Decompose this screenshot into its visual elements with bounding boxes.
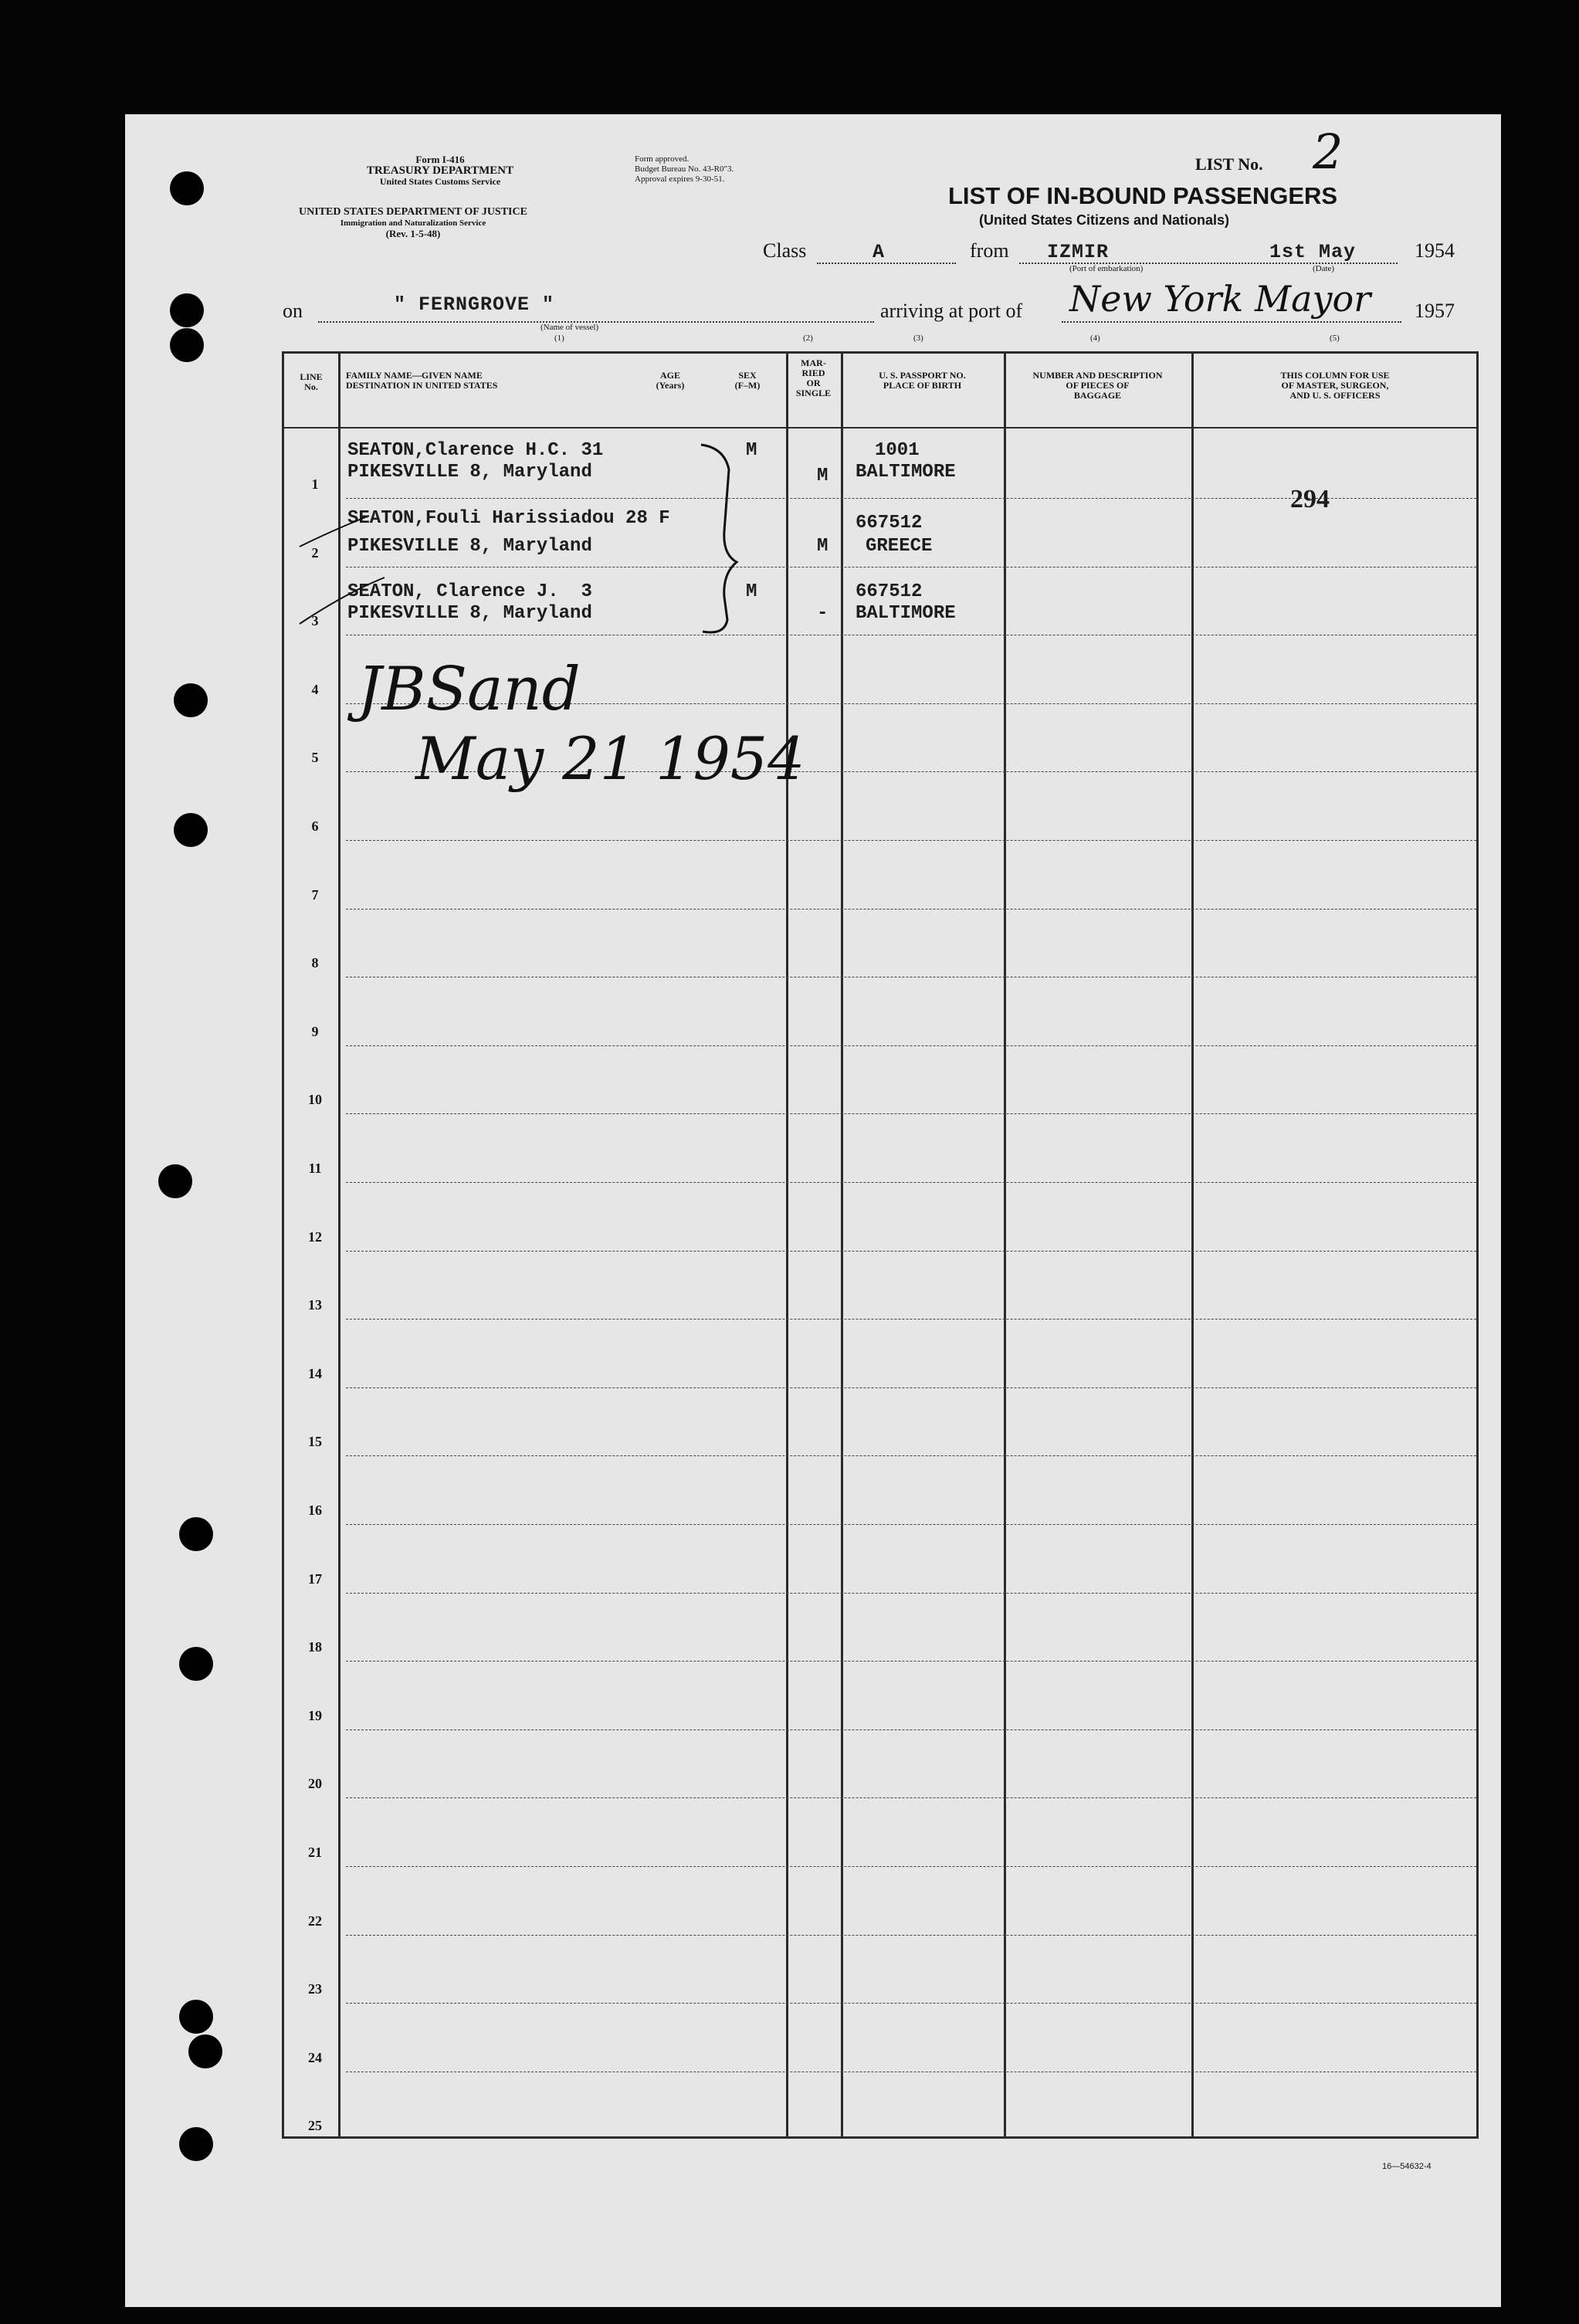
- approval-expires: Approval expires 9-30-51.: [635, 174, 725, 184]
- arriving-underline: [1062, 321, 1401, 323]
- budget-bureau: Budget Bureau No. 43-R0"3.: [635, 164, 734, 174]
- punch-hole: [174, 683, 208, 717]
- line-number: 2: [311, 544, 319, 561]
- table-row: [284, 1660, 1476, 1730]
- date-caption: (Date): [1313, 264, 1335, 273]
- line-number: 14: [308, 1365, 322, 1381]
- punch-hole: [158, 1164, 192, 1198]
- table-row: [284, 1797, 1476, 1867]
- p1-birth: BALTIMORE: [856, 462, 956, 483]
- line-number: 20: [308, 1776, 322, 1792]
- on-label: on: [283, 300, 303, 322]
- class-underline: [817, 263, 956, 264]
- passenger-table: [282, 351, 1479, 2139]
- form-approved: Form approved.: [635, 154, 690, 164]
- table-row: [284, 1249, 1476, 1320]
- punch-hole: [170, 293, 204, 327]
- header-passport: U. S. PASSPORT NO. PLACE OF BIRTH: [879, 370, 966, 391]
- line-number: 7: [311, 886, 319, 903]
- header-sex: SEX (F–M): [734, 370, 761, 391]
- p3-ms: -: [817, 603, 828, 624]
- embarkation-date: 1st May: [1269, 241, 1357, 263]
- line-number: 17: [308, 1570, 322, 1587]
- arrival-port: New York Mayor: [1069, 278, 1371, 320]
- line-number: 11: [308, 1160, 322, 1176]
- arriving-label: arriving at port of: [880, 300, 1023, 322]
- line-number: 23: [308, 1981, 322, 1997]
- list-number-label: LIST No.: [1195, 154, 1263, 174]
- line-number: 24: [308, 2049, 322, 2065]
- punch-hole: [179, 1647, 213, 1681]
- header-married: MAR- RIED OR SINGLE: [795, 357, 832, 398]
- col-number-4: (4): [1090, 334, 1100, 343]
- list-title: LIST OF IN-BOUND PASSENGERS: [948, 182, 1338, 209]
- table-row: [284, 1044, 1476, 1114]
- justice-name: UNITED STATES DEPARTMENT OF JUSTICE: [299, 206, 527, 218]
- line-number: 9: [311, 1023, 319, 1039]
- punch-hole: [170, 328, 204, 362]
- table-row: [284, 1386, 1476, 1456]
- table-row: [284, 1933, 1476, 2004]
- ins-name: Immigration and Naturalization Service: [340, 219, 486, 228]
- table-row: [284, 1865, 1476, 1936]
- p3-sex: M: [746, 581, 757, 602]
- class-label: Class: [763, 239, 807, 262]
- p1-ms: M: [817, 466, 828, 486]
- table-row: [284, 907, 1476, 977]
- department-name: TREASURY DEPARTMENT: [366, 164, 514, 177]
- line-number: 12: [308, 1228, 322, 1245]
- table-row: [284, 2070, 1476, 2140]
- p2-name: SEATON,Fouli Harissiadou 28 F: [347, 508, 670, 529]
- line-number: 13: [308, 1297, 322, 1313]
- embarkation-port: IZMIR: [1047, 241, 1110, 263]
- punch-hole: [174, 813, 208, 847]
- table-row: [284, 1728, 1476, 1798]
- line-number: 15: [308, 1434, 322, 1450]
- vessel-name: " FERNGROVE ": [394, 293, 555, 316]
- line-number: 3: [311, 613, 319, 629]
- col-number-5: (5): [1330, 334, 1340, 343]
- vessel-col-number: (1): [554, 334, 564, 343]
- punch-hole: [179, 2000, 213, 2034]
- footer-code: 16—54632-4: [1382, 2162, 1432, 2171]
- p1-dest: PIKESVILLE 8, Maryland: [347, 462, 592, 483]
- vessel-caption: (Name of vessel): [540, 323, 599, 332]
- table-row: [284, 1181, 1476, 1252]
- header-age: AGE (Years): [656, 370, 685, 391]
- from-label: from: [970, 239, 1009, 262]
- inspection-date: May 21 1954: [415, 724, 805, 793]
- table-row: [284, 2002, 1476, 2072]
- justice-header: [278, 207, 548, 239]
- p2-ms: M: [817, 536, 828, 557]
- port-caption: (Port of embarkation): [1069, 264, 1144, 273]
- service-name: United States Customs Service: [379, 176, 501, 187]
- inspector-initials: JBSand: [357, 655, 581, 724]
- table-row: [284, 839, 1476, 910]
- form-number: Form I-416: [415, 154, 465, 165]
- col-number-2: (2): [803, 334, 813, 343]
- p3-name: SEATON, Clarence J. 3: [347, 581, 592, 602]
- table-row: [284, 1113, 1476, 1183]
- table-row: [284, 1455, 1476, 1525]
- punch-hole: [170, 171, 204, 205]
- year-field: 1954: [1415, 239, 1455, 262]
- officer-note: 294: [1290, 485, 1330, 513]
- line-number: 5: [311, 750, 319, 766]
- line-number: 16: [308, 1502, 322, 1518]
- line-number: 10: [308, 1092, 322, 1108]
- header-baggage: NUMBER AND DESCRIPTION OF PIECES OF BAGGAGE: [1032, 370, 1163, 401]
- punch-hole: [188, 2034, 222, 2068]
- table-row: [284, 1318, 1476, 1388]
- header-officers: THIS COLUMN FOR USE OF MASTER, SURGEON, AND U. S. OFFICERS: [1280, 370, 1390, 401]
- p1-sex: M: [746, 440, 757, 461]
- col-number-3: (3): [913, 334, 923, 343]
- p2-birth: GREECE: [866, 536, 933, 557]
- line-number: 6: [311, 818, 319, 834]
- revision-code: (Rev. 1-5-48): [385, 228, 441, 239]
- punch-hole: [179, 2127, 213, 2161]
- p1-passport: 1001: [875, 440, 920, 461]
- p2-passport: 667512: [856, 513, 923, 534]
- p3-passport: 667512: [856, 581, 923, 602]
- line-number: 8: [311, 955, 319, 971]
- header-name: FAMILY NAME—GIVEN NAME DESTINATION IN UNITED STATES: [346, 370, 498, 391]
- p3-birth: BALTIMORE: [856, 603, 956, 624]
- header-line-no: LINE No.: [300, 371, 323, 392]
- line-number: 4: [311, 681, 319, 697]
- line-number: 19: [308, 1707, 322, 1723]
- pen-strokes: [284, 446, 747, 647]
- punch-hole: [179, 1517, 213, 1551]
- p2-dest: PIKESVILLE 8, Maryland: [347, 536, 592, 557]
- p1-name: SEATON,Clarence H.C. 31: [347, 440, 604, 461]
- approval-block: [635, 154, 734, 185]
- table-row: [284, 976, 1476, 1046]
- table-row: [284, 1523, 1476, 1594]
- arrival-year: 1957: [1415, 300, 1455, 322]
- treasury-header: [324, 154, 556, 187]
- line-number: 1: [311, 476, 319, 492]
- list-number-value: 2: [1313, 124, 1344, 180]
- table-row: [284, 1591, 1476, 1662]
- p3-dest: PIKESVILLE 8, Maryland: [347, 603, 592, 624]
- line-number: 21: [308, 1845, 322, 1860]
- line-number: 25: [308, 2118, 322, 2134]
- class-value: A: [873, 241, 886, 263]
- list-subtitle: (United States Citizens and Nationals): [979, 212, 1230, 228]
- line-number: 18: [308, 1639, 322, 1655]
- line-number: 22: [308, 1912, 322, 1929]
